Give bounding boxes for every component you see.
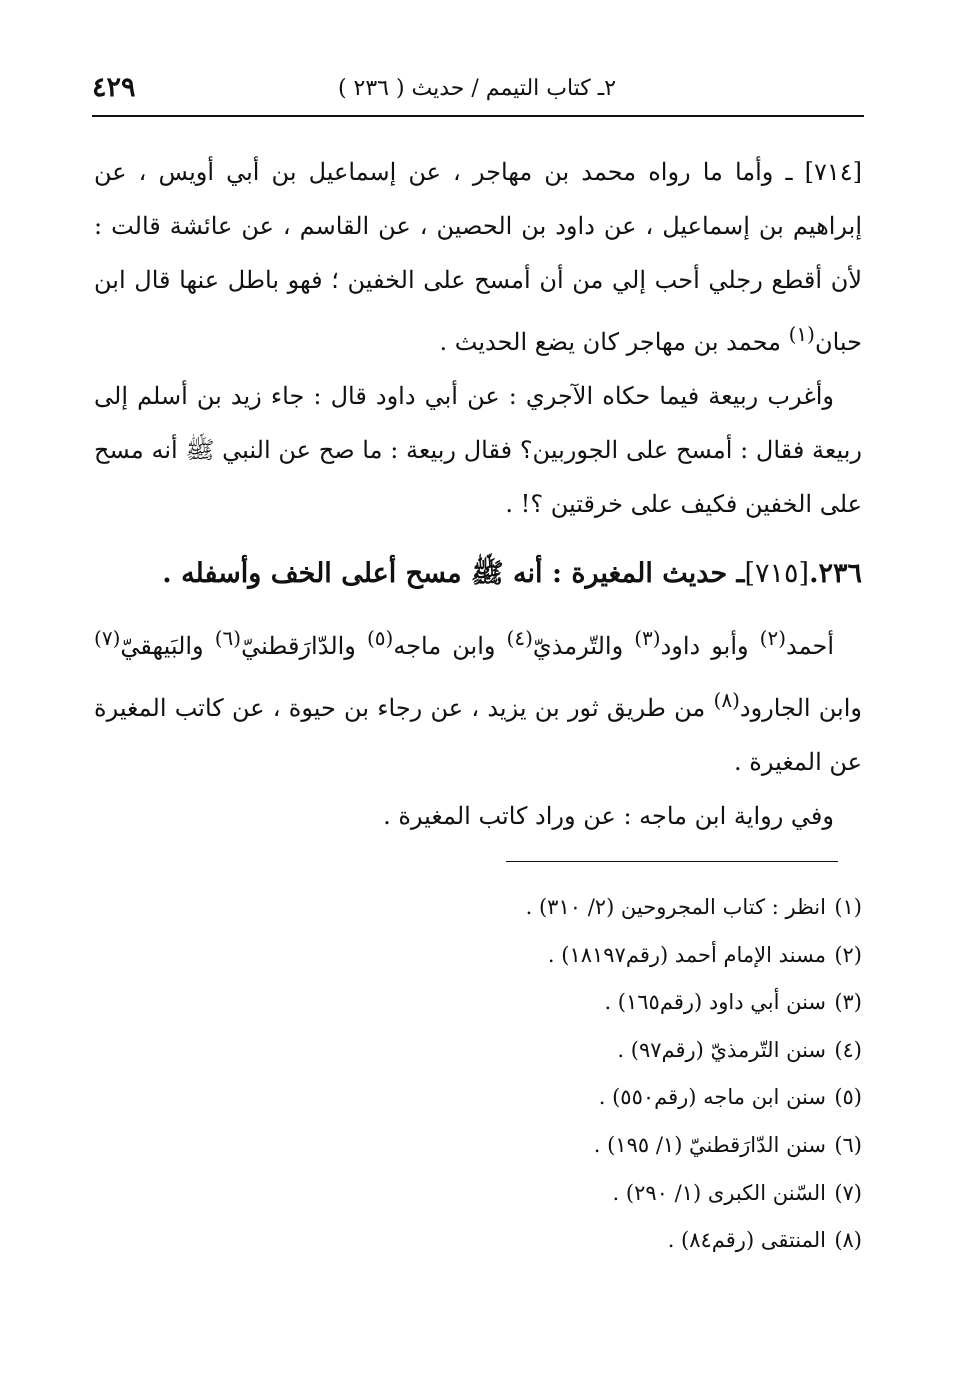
paragraph-sources — [94, 611, 862, 789]
footnote-ref-5: (٥) — [366, 626, 394, 650]
hadith-title: ـ حديث المغيرة : أنه ﷺ مسح أعلى الخف وأسفله . — [162, 558, 745, 589]
footnote-marker: (٣) — [834, 990, 862, 1015]
page-header — [92, 72, 862, 112]
footnote-item — [360, 932, 862, 980]
hadith-bracket-number: [٧١٥] — [744, 558, 810, 589]
paragraph-rabia: وأغرب ربيعة فيما حكاه الآجري : عن أبي داود قال : جاء زيد بن أسلم إلى ربيعة فقال : أمسح على الجوربين؟ فقال ربيعة : ما صح عن النبي ﷺ أنه مسح على الخفين فكيف على خرقتين ؟! . — [94, 382, 862, 518]
source-name: والتّرمذيّ — [532, 632, 635, 660]
paragraph-sources-tail: من طريق ثور بن يزيد ، عن رجاء بن حيوة ، عن كاتب المغيرة عن المغيرة . — [94, 694, 862, 776]
paragraph-ibn-majah: وفي رواية ابن ماجه : عن وراد كاتب المغيرة . — [383, 802, 834, 830]
footnote-marker: (٧) — [834, 1180, 862, 1205]
footnote-text: مسند الإمام أحمد (رقم١٨١٩٧) . — [547, 942, 826, 967]
footnote-item — [360, 1027, 862, 1075]
page-number: ٤٢٩ — [92, 72, 136, 103]
paragraph-714-tail-word: حبان — [814, 328, 862, 356]
source-name: وأبو داود — [660, 632, 760, 660]
footnote-marker: (٥) — [834, 1085, 862, 1110]
paragraph-714 — [94, 145, 862, 369]
footnote-ref-2: (٢) — [759, 626, 787, 650]
paragraph-714-text: [٧١٤] ـ وأما ما رواه محمد بن مهاجر ، عن إسماعيل بن أبي أويس ، عن إبراهيم بن إسماعيل ، عن داود بن الحصين ، عن القاسم ، عن عائشة قالت : لأن أقطع رجلي أحب إلي من أن أمسح على الخفين ؛ فهو باطل عنها قال ابن — [94, 158, 863, 294]
header-divider — [92, 115, 864, 117]
footnote-text: سنن التّرمذيّ (رقم٩٧) . — [617, 1037, 826, 1062]
main-text — [94, 145, 862, 843]
footnote-divider — [506, 861, 838, 862]
footnote-ref-7: (٧) — [94, 626, 121, 650]
footnote-marker: (٤) — [834, 1037, 862, 1062]
hadith-heading — [94, 545, 862, 603]
footnote-ref-4: (٤) — [506, 626, 533, 650]
footnotes-list — [360, 884, 862, 1265]
footnote-text: السّنن الكبرى (١/ ٢٩٠) . — [612, 1180, 826, 1205]
footnote-marker: (٦) — [834, 1132, 862, 1157]
footnote-marker: (٢) — [834, 942, 862, 967]
footnote-ref-3: (٣) — [634, 626, 661, 650]
source-name: أحمد — [786, 632, 835, 660]
footnote-marker: (١) — [834, 895, 862, 919]
footnote-item — [360, 1170, 862, 1218]
source-name: وابن الجارود — [739, 694, 862, 722]
running-title: ٢ـ كتاب التيمم / حديث ( ٢٣٦ ) — [337, 76, 617, 101]
footnote-item — [360, 1217, 862, 1265]
footnote-text: سنن ابن ماجه (رقم٥٥٠) . — [598, 1085, 826, 1110]
footnote-text: سنن الدّارَقطنيّ (١/ ١٩٥) . — [593, 1132, 826, 1157]
footnote-ref-1: (١) — [788, 322, 815, 346]
source-name: وابن ماجه — [393, 632, 507, 660]
footnote-item — [360, 979, 862, 1027]
footnote-text: انظر : كتاب المجروحين (٢/ ٣١٠) . — [525, 895, 826, 919]
footnote-text: سنن أبي داود (رقم١٦٥) . — [604, 990, 826, 1015]
footnote-item — [360, 884, 862, 932]
footnote-text: المنتقى (رقم٨٤) . — [667, 1228, 826, 1253]
footnote-ref-6: (٦) — [214, 626, 242, 650]
footnote-ref-8: (٨) — [713, 688, 740, 712]
source-name: والبَيهقيّ — [120, 632, 215, 660]
footnote-item — [360, 1122, 862, 1170]
footnote-item — [360, 1074, 862, 1122]
source-name: والدّارَقطنيّ — [241, 632, 367, 660]
hadith-number: ٢٣٦. — [809, 558, 862, 589]
paragraph-714-tail: محمد بن مهاجر كان يضع الحديث . — [439, 328, 789, 356]
footnote-marker: (٨) — [834, 1228, 862, 1253]
